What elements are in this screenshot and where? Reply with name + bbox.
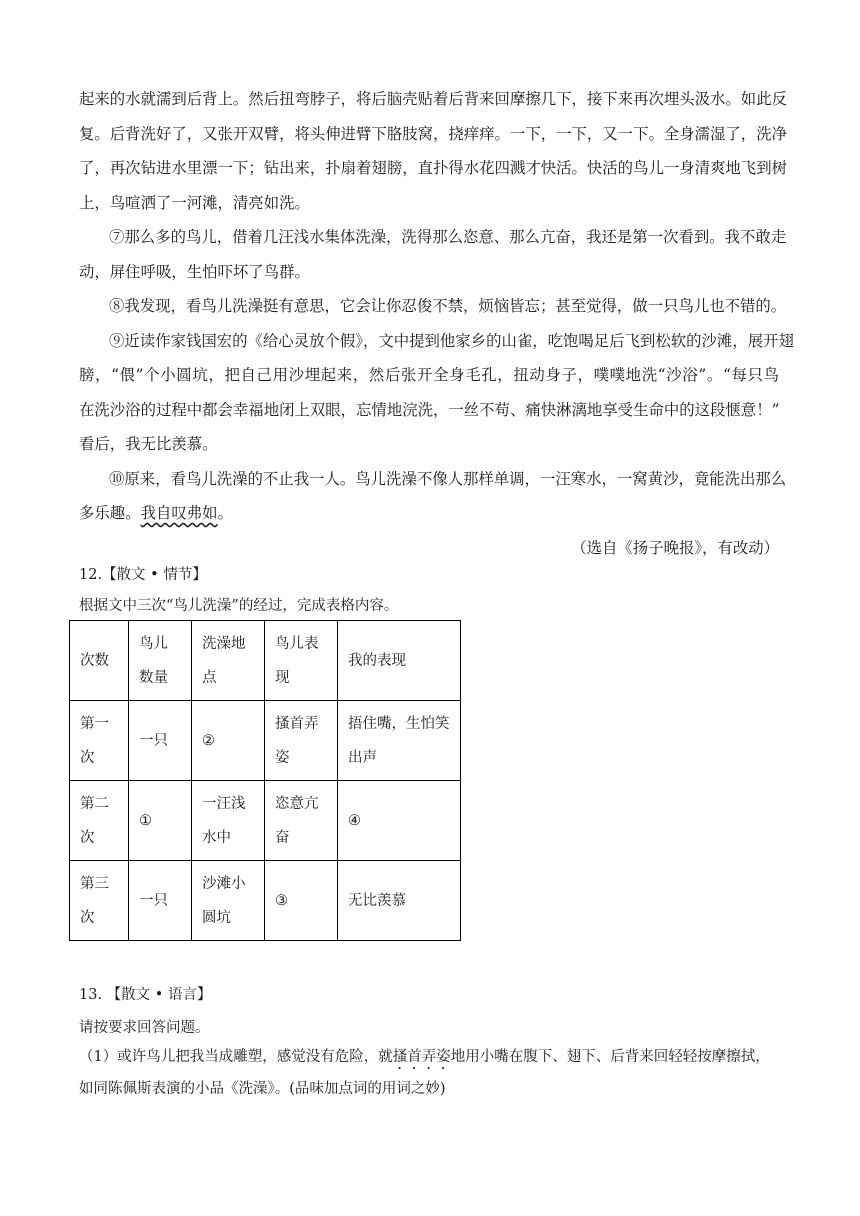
passage-line-end: 。 [217,504,233,522]
question-12-heading: 12.【散文 • 情节】 [79,567,207,583]
table-cell: ④ [338,781,461,861]
table-cell: 恣意亢奋 [265,781,338,861]
table-header-cell: 洗澡地点 [192,621,265,701]
paragraph-9: ⑨近读作家钱国宏的《给心灵放个假》，文中提到他家乡的山雀，吃饱喝足后飞到松软的沙滩，展开翅 [109,331,794,350]
source-citation: （选自《扬子晚报》，有改动） [571,538,779,557]
table-cell: 沙滩小圆坑 [192,861,265,941]
table-cell: 无比羡慕 [338,861,461,941]
table-cell: 第一次 [70,701,129,781]
passage-line: 膀，“偎”个小圆坑，把自己用沙埋起来，然后张开全身毛孔，扭动身子，噗噗地洗“沙浴”。“每只鸟 [79,366,779,384]
table-cell: 一只 [129,861,192,941]
table-cell: 第二次 [70,781,129,861]
passage-line: 在洗沙浴的过程中都会幸福地闭上双眼，忘情地浣洗，一丝不苟、痛快淋漓地享受生命中的这段惬意！” [79,400,780,419]
passage-line: 了，再次钻进水里漂一下；钻出来，扑扇着翅膀，直扑得水花四溅才快活。快活的鸟儿一身清爽地飞到树 [79,159,787,177]
emphasis-dotted-phrase: 搔首弄姿 [392,1049,451,1065]
table-cell: 一只 [129,701,192,781]
passage-text [79,82,794,565]
paragraph-8: ⑧我发现，看鸟儿洗澡挺有意思，它会让你忍俊不禁，烦恼皆忘；甚至觉得，做一只鸟儿也不错的。 [109,297,787,315]
table-row [70,701,461,781]
question-13-text: 地用小嘴在腹下、翅下、后背来回轻轻按摩擦拭，如同陈佩斯表演的小品《洗澡》。(品味加点词的用词之妙) [79,1049,770,1097]
wavy-underlined-phrase: 我自叹弗如 [140,504,218,522]
question-13-heading: 13. 【散文 • 语言】 [79,987,212,1003]
table-cell: 第三次 [70,861,129,941]
question-12-table [69,620,461,941]
table-cell: 搔首弄姿 [265,701,338,781]
question-13-instruction: 请按要求回答问题。 [79,1020,210,1036]
table-header-cell: 次数 [70,621,129,701]
passage-line: 动，屏住呼吸，生怕吓坏了鸟群。 [79,262,310,281]
table-cell: 一汪浅水中 [192,781,265,861]
passage-line: 看后，我无比羡慕。 [79,435,218,453]
passage-line-text: 多乐趣。 [79,504,141,522]
passage-line: 上，鸟喧洒了一河滩，清亮如洗。 [79,193,310,212]
passage-line: 起来的水就濡到后背上。然后扭弯脖子，将后脑壳贴着后背来回摩擦几下，接下来再次埋头汲水。如此反 [79,90,787,108]
table-header-row [70,621,461,701]
passage-line: 复。后背洗好了，又张开双臂，将头伸进臂下胳肢窝，挠痒痒。一下，一下，又一下。全身濡湿了，洗净 [79,124,787,143]
table-row [70,861,461,941]
table-header-cell: 鸟儿表现 [265,621,338,701]
table-cell: ② [192,701,265,781]
table-cell: ① [129,781,192,861]
paragraph-10: ⑩原来，看鸟儿洗澡的不止我一人。鸟儿洗澡不像人那样单调，一汪寒水，一窝黄沙，竟能洗出那么 [109,469,787,488]
table-cell: ③ [265,861,338,941]
question-13-part-1 [79,1041,784,1105]
question-12-instruction: 根据文中三次“鸟儿洗澡”的经过，完成表格内容。 [79,598,399,614]
table-row [70,781,461,861]
table-header-cell: 鸟儿数量 [129,621,192,701]
question-13-text: （1）或许鸟儿把我当成雕塑，感觉没有危险，就 [79,1049,393,1065]
table-cell: 捂住嘴，生怕笑出声 [338,701,461,781]
table-header-cell: 我的表现 [338,621,461,701]
paragraph-7: ⑦那么多的鸟儿，借着几汪浅水集体洗澡，洗得那么恣意、那么亢奋，我还是第一次看到。我不敢走 [109,228,787,246]
passage-line [79,496,779,531]
